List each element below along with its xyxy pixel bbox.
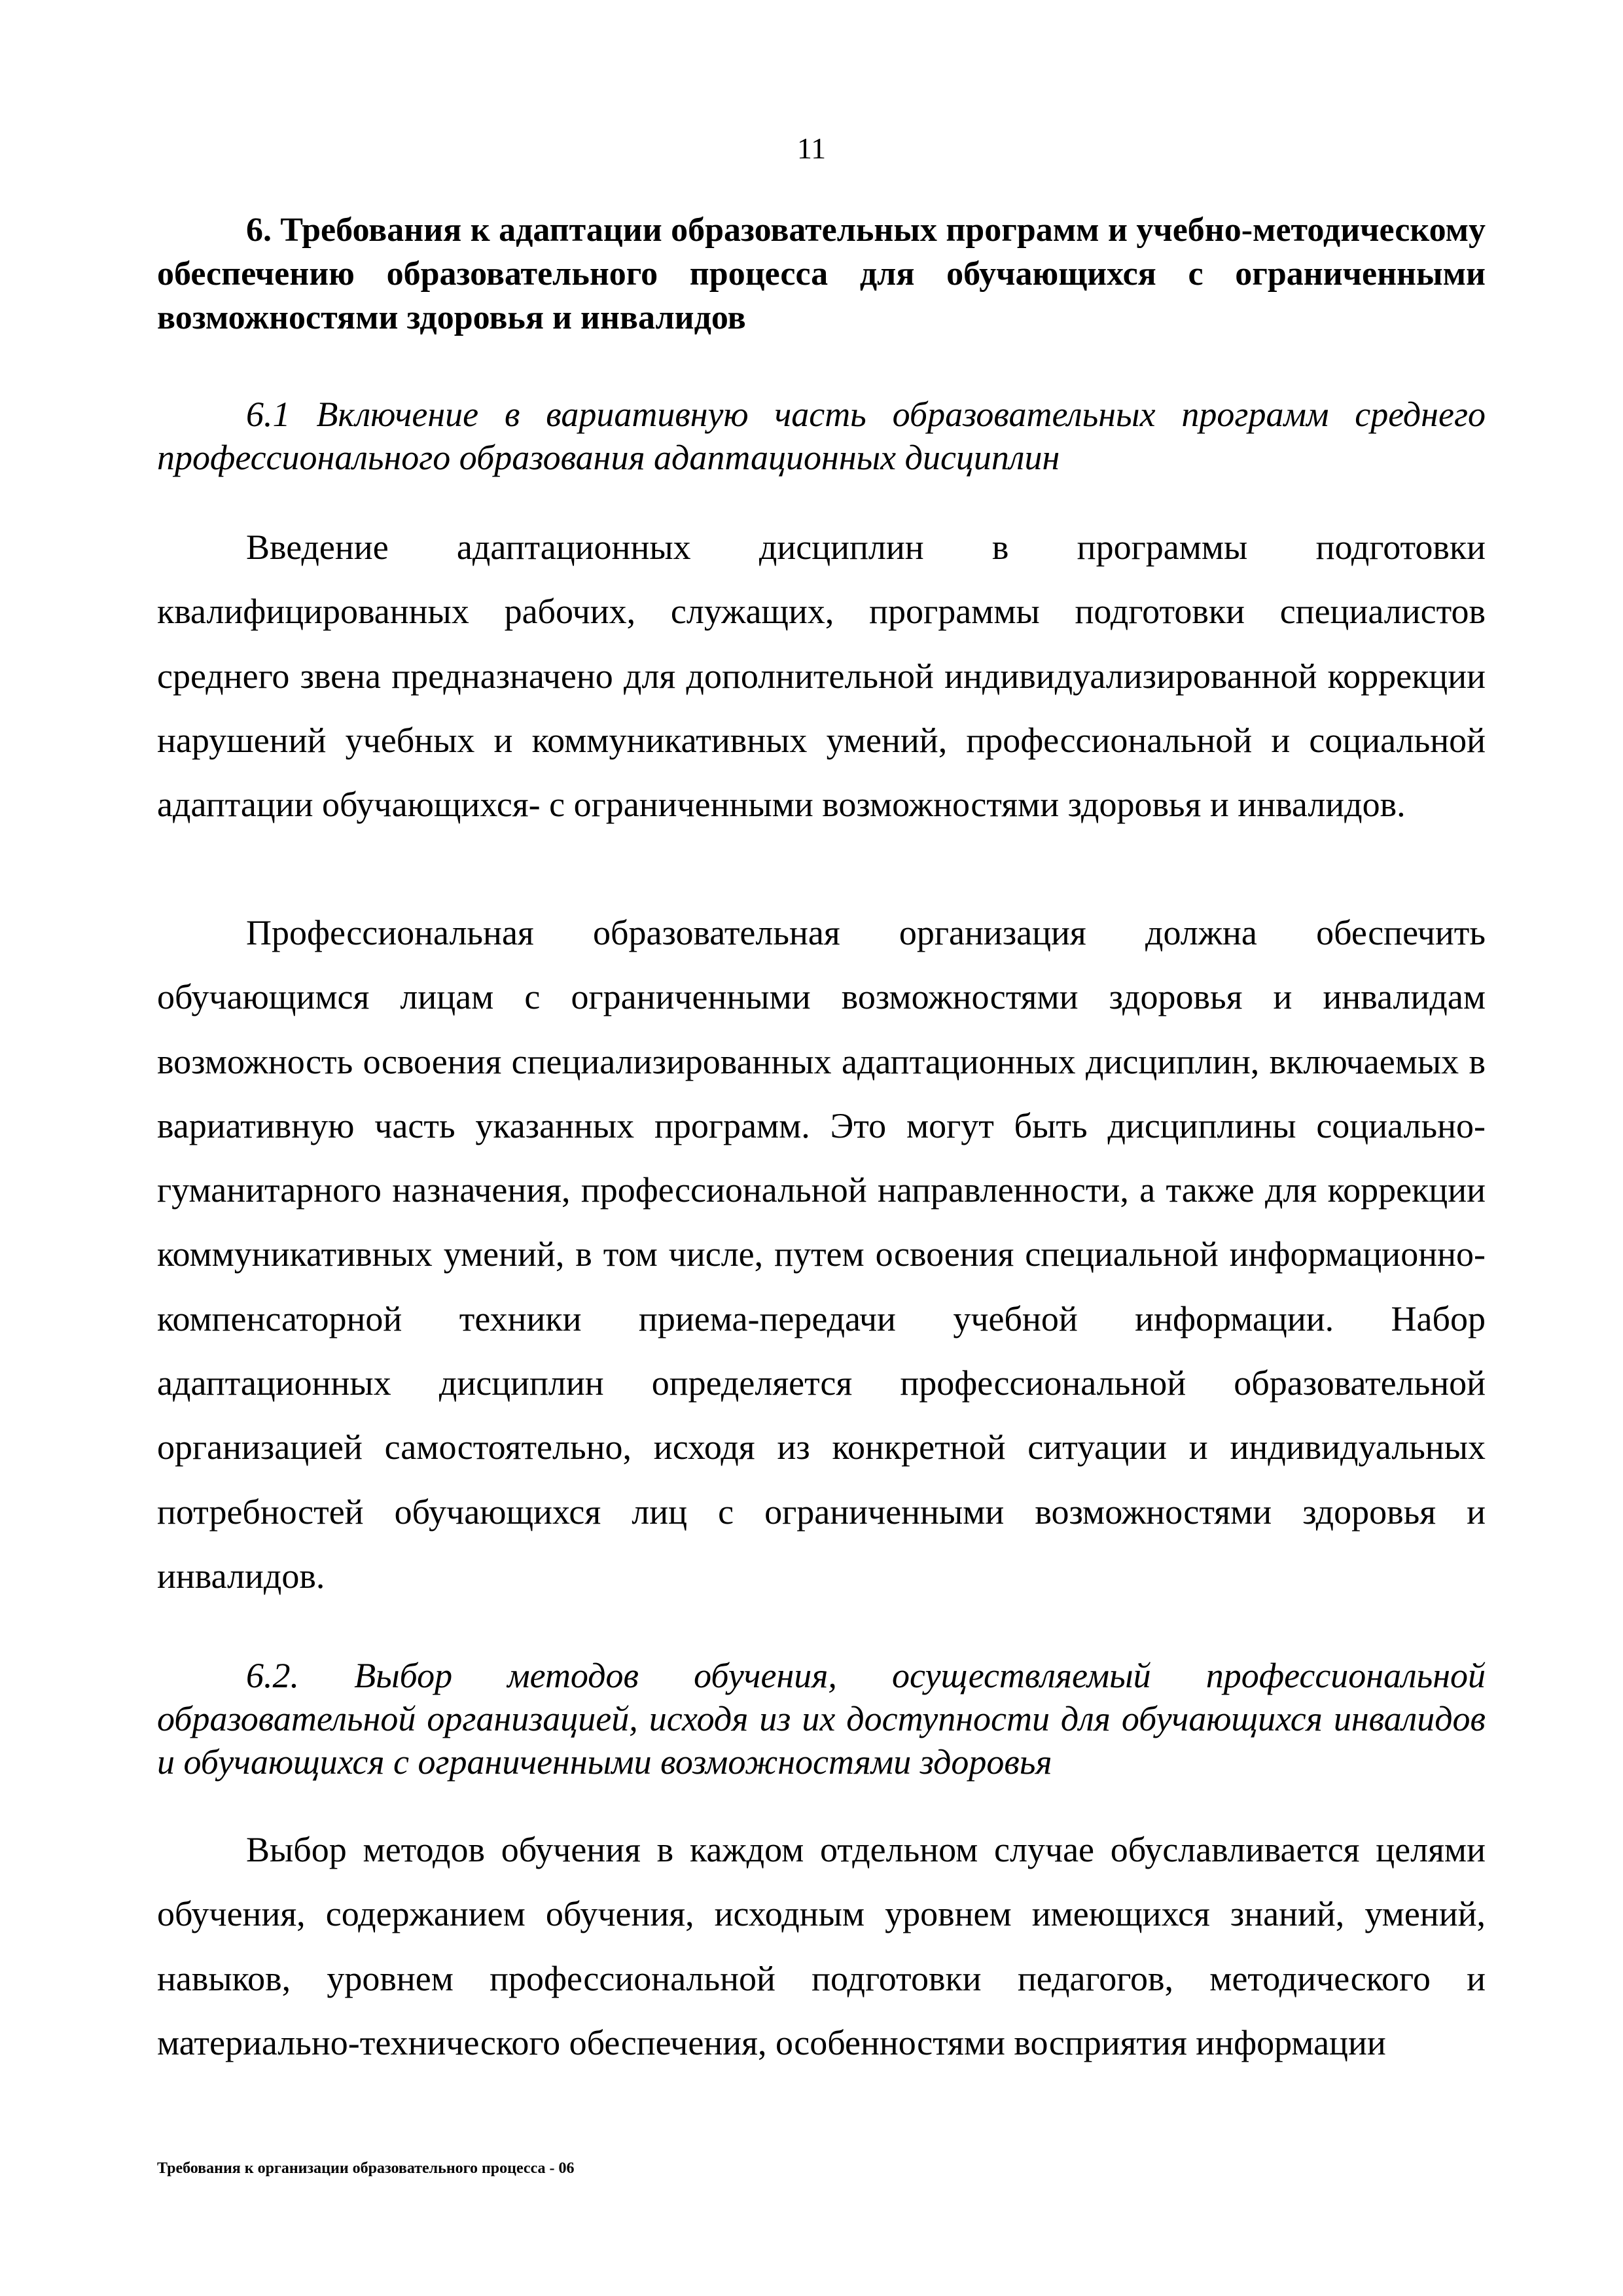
- paragraph-2: Профессиональная образовательная организация должна обеспечить обучающимся лицам с ограниченными возможностями здоровья и инвалидам возможность освоения специализированных адаптационных дисциплин, включаемых в вариативную часть указанных программ. Это могут быть дисциплины социально-гуманитарного назначения, профессиональной направленности, а также для коррекции коммуникативных умений, в том числе, путем освоения специальной информационно-компенсаторной техники приема-передачи учебной информации. Набор адаптационных дисциплин определяется профессиональной образовательной организацией самостоятельно, исходя из конкретной ситуации и индивидуальных потребностей обучающихся лиц с ограниченными возможностями здоровья и инвалидов.: [157, 913, 1486, 1596]
- subsection-2-heading: [157, 1654, 1486, 1784]
- subsection-2-title: Выбор методов обучения, осуществляемый профессиональной образовательной организацией, исходя из их доступности для обучающихся инвалидов и обучающихся с ограниченными возможностями здоровья: [157, 1656, 1486, 1782]
- subsection-1-number: 6.1: [246, 395, 291, 434]
- subsection-1-heading: [157, 393, 1486, 479]
- subsection-2-number: 6.2.: [246, 1656, 299, 1695]
- section-number: 6.: [246, 211, 272, 249]
- section-heading: [157, 208, 1486, 340]
- paragraph-1: Введение адаптационных дисциплин в программы подготовки квалифицированных рабочих, служащих, программы подготовки специалистов среднего звена предназначено для дополнительной индивидуализированной коррекции нарушений учебных и коммуникативных умений, профессиональной и социальной адаптации обучающихся- с ограниченными возможностями здоровья и инвалидов.: [157, 528, 1486, 825]
- footer-note: Требования к организации образовательного процесса - 06: [157, 2160, 575, 2177]
- section-title: Требования к адаптации образовательных программ и учебно-методическому обеспечению образовательного процесса для обучающихся с ограниченными возможностями здоровья и инвалидов: [157, 211, 1486, 336]
- page-number: 11: [796, 132, 827, 165]
- subsection-1-title: Включение в вариативную часть образовательных программ среднего профессионального образования адаптационных дисциплин: [157, 395, 1486, 477]
- paragraph-3: Выбор методов обучения в каждом отдельном случае обуславливается целями обучения, содержанием обучения, исходным уровнем имеющихся знаний, умений, навыков, уровнем профессиональной подготовки педагогов, методического и материально-технического обеспечения, особенностями восприятия информации: [157, 1830, 1486, 2062]
